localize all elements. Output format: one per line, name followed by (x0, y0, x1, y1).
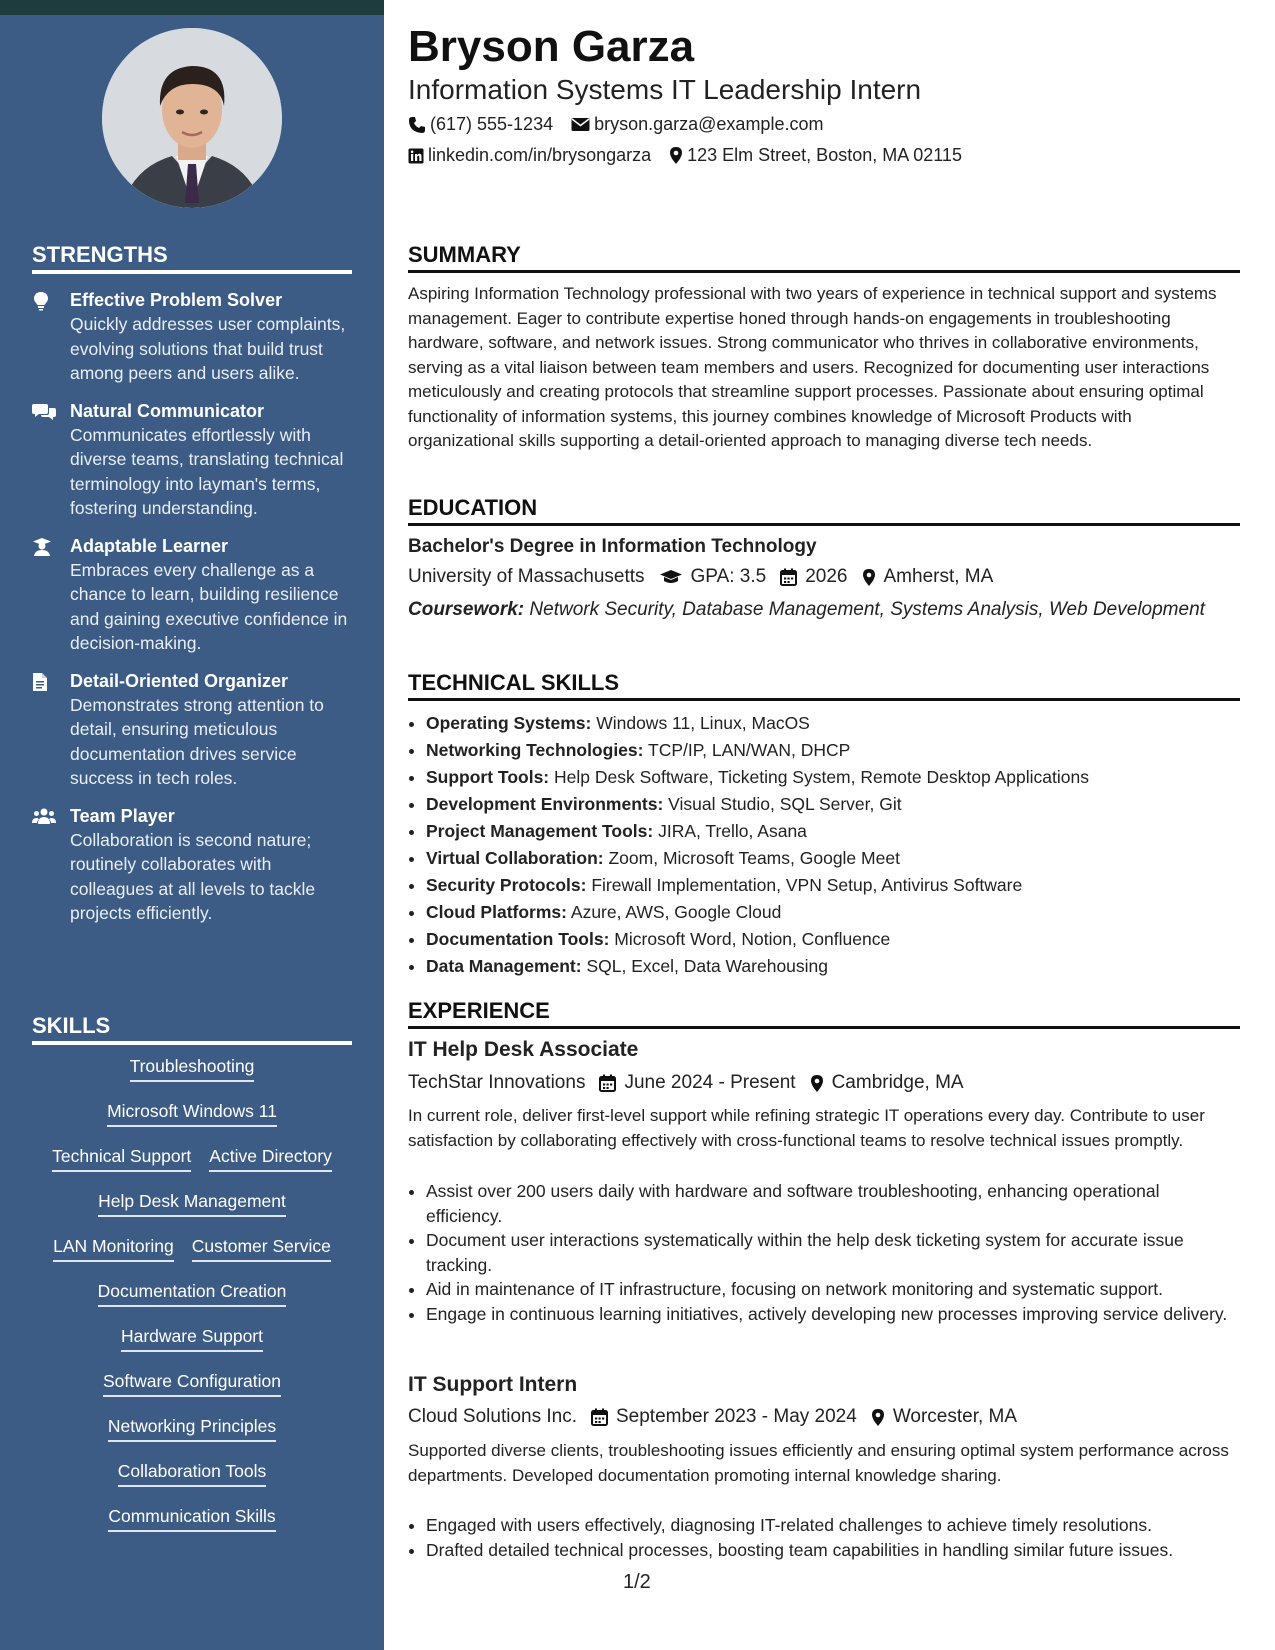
lightbulb-icon (32, 288, 70, 386)
skill-category: Cloud Platforms: (426, 902, 567, 922)
list-item: • Assist over 200 users daily with hardware and software troubleshooting, enhancing operational efficiency. (426, 1179, 1240, 1228)
strength-description: Quickly addresses user complaints, evolving solutions that build trust among peers and users alike. (70, 314, 346, 383)
candidate-name: Bryson Garza (408, 22, 695, 71)
job-title: IT Help Desk Associate (408, 1038, 639, 1061)
email-address: bryson.garza@example.com (594, 114, 824, 134)
sidebar (0, 0, 384, 1650)
address-contact (669, 145, 962, 166)
list-item (426, 791, 1240, 818)
skill-tag: Help Desk Management (98, 1189, 286, 1217)
skill-tag: Active Directory (209, 1144, 332, 1172)
skill-category: Project Management Tools: (426, 821, 654, 841)
envelope-icon (571, 117, 590, 132)
list-item (426, 818, 1240, 845)
skill-values: JIRA, Trello, Asana (658, 821, 807, 841)
year-item (780, 566, 847, 588)
strength-title: Effective Problem Solver (70, 290, 283, 310)
phone-number: (617) 555-1234 (430, 114, 554, 134)
list-item (426, 899, 1240, 926)
coursework (408, 598, 1240, 622)
coursework-label: Coursework: (408, 599, 525, 620)
list-item (426, 953, 1240, 980)
list-item: • Aid in maintenance of IT infrastructure, focusing on network monitoring and systematic support. (426, 1277, 1240, 1302)
candidate-title: Information Systems IT Leadership Intern (408, 74, 922, 105)
gpa: GPA: 3.5 (690, 566, 767, 587)
summary-text: Aspiring Information Technology professional with two years of experience in technical support and systems management. Eager to contribute expertise honed through hands-on engagements in troubleshooting hardware, software, and network issues. Strong communicator who thrives in collaborative environments, serving as a vital liaison between team members and users. Recognized for documenting user interactions meticulously and creating protocols that streamline support processes. Passionate about ensuring optimal functionality of information systems, this journey combines knowledge of Microsoft Products with organizational skills supporting a detail-oriented approach to managing diverse tech needs. (408, 284, 1217, 450)
linkedin-url: linkedin.com/in/brysongarza (428, 145, 652, 165)
strength-description: Demonstrates strong attention to detail, ensuring meticulous documentation drives service success in tech roles. (70, 694, 324, 788)
chat-bubbles-icon (32, 399, 70, 521)
education-meta (408, 566, 1007, 588)
skill-tag: Hardware Support (121, 1324, 263, 1352)
skill-category: Development Environments: (426, 794, 664, 814)
company-name: TechStar Innovations (408, 1072, 586, 1093)
skill-tag: Troubleshooting (130, 1054, 255, 1082)
skill-category: Security Protocols: (426, 875, 587, 895)
strength-description: Communicates effortlessly with diverse teams, translating technical terminology into layman's terms, fostering understanding. (70, 424, 344, 518)
school-location: Amherst, MA (883, 566, 994, 587)
job-summary: Supported diverse clients, troubleshooting issues efficiently and ensuring optimal system performance across departments. Developed documentation promoting internal knowledge sharing. (408, 1441, 1229, 1485)
coursework-list: Network Security, Database Management, Systems Analysis, Web Development (529, 599, 1205, 620)
skill-category: Data Management: (426, 956, 582, 976)
job-summary: In current role, deliver first-level support while refining strategic IT operations every day. Contribute to user satisfaction by collaborating effectively with cross-functional teams to resolve technical issues promptly. (408, 1106, 1205, 1150)
skill-tag: Collaboration Tools (118, 1459, 267, 1487)
list-item: • Engage in continuous learning initiatives, actively developing new processes improving service delivery. (426, 1302, 1240, 1327)
strength-title: Team Player (70, 805, 175, 826)
job-dates: September 2023 - May 2024 (616, 1406, 857, 1427)
skill-values: SQL, Excel, Data Warehousing (586, 956, 829, 976)
linkedin-contact[interactable] (408, 145, 651, 166)
address: 123 Elm Street, Boston, MA 02115 (687, 145, 962, 165)
skill-tag: Networking Principles (108, 1414, 276, 1442)
profile-photo (102, 28, 282, 208)
skill-category: Networking Technologies: (426, 740, 644, 760)
education-heading: EDUCATION (408, 495, 1240, 526)
map-pin-icon (810, 1074, 824, 1093)
calendar-icon (599, 1074, 616, 1092)
job-bullets (408, 1179, 1240, 1326)
list-item (426, 764, 1240, 791)
skill-tag: Technical Support (52, 1144, 191, 1172)
skill-values: Help Desk Software, Ticketing System, Remote Desktop Applications (554, 767, 1089, 787)
strength-description: Collaboration is second nature; routinely collaborates with colleagues at all levels to tackle projects efficiently. (70, 829, 316, 923)
strength-item (32, 534, 352, 656)
location-item (810, 1072, 964, 1094)
contact-row (408, 114, 841, 135)
skill-tag: Microsoft Windows 11 (107, 1099, 277, 1127)
graduation-cap-icon (659, 569, 683, 585)
strength-title: Natural Communicator (70, 400, 265, 421)
job-meta (408, 1406, 1031, 1428)
linkedin-icon (408, 148, 424, 164)
list-item (426, 926, 1240, 953)
job-dates: June 2024 - Present (624, 1072, 796, 1093)
skill-values: Firewall Implementation, VPN Setup, Antivirus Software (591, 875, 1023, 895)
skill-category: Virtual Collaboration: (426, 848, 604, 868)
sidebar-top-bar (0, 0, 384, 15)
avatar (102, 28, 282, 208)
job-location: Worcester, MA (892, 1406, 1018, 1427)
strengths-list (32, 288, 352, 939)
skill-values: Windows 11, Linux, MacOS (596, 713, 810, 733)
list-item: • Engaged with users effectively, diagnosing IT-related challenges to achieve timely resolutions. (426, 1513, 1240, 1538)
strengths-heading: STRENGTHS (32, 242, 352, 274)
skill-category: Support Tools: (426, 767, 550, 787)
job-title: IT Support Intern (408, 1373, 578, 1396)
skills-list (32, 1054, 352, 1549)
location-item (862, 566, 994, 588)
job-meta (408, 1072, 978, 1094)
list-item (426, 737, 1240, 764)
technical-skills-heading: TECHNICAL SKILLS (408, 670, 1240, 701)
skill-tag: Communication Skills (108, 1504, 275, 1532)
dates-item (599, 1072, 795, 1094)
list-item (426, 710, 1240, 737)
document-icon (32, 669, 70, 791)
strength-item (32, 804, 352, 926)
degree-title: Bachelor's Degree in Information Technology (408, 536, 817, 557)
phone-icon (408, 116, 426, 134)
list-item (426, 845, 1240, 872)
skill-values: Visual Studio, SQL Server, Git (668, 794, 902, 814)
strength-title: Detail-Oriented Organizer (70, 670, 289, 691)
dates-item (591, 1406, 857, 1428)
gpa-item (659, 566, 767, 588)
map-pin-icon (862, 568, 876, 587)
calendar-icon (780, 568, 797, 586)
strength-description: Embraces every challenge as a chance to learn, building resilience and gaining executive confidence in decision-making. (70, 559, 348, 653)
skill-tag: Documentation Creation (98, 1279, 287, 1307)
strength-item (32, 669, 352, 791)
skill-values: Azure, AWS, Google Cloud (570, 902, 782, 922)
contact-row-2 (408, 145, 980, 166)
strength-title: Adaptable Learner (70, 535, 229, 556)
school-name: University of Massachusetts (408, 566, 645, 587)
graduation-year: 2026 (805, 566, 848, 587)
list-item: • Document user interactions systematically within the help desk ticketing system for accurate issue tracking. (426, 1228, 1240, 1277)
page-number: 1/2 (623, 1571, 651, 1593)
job-bullets (408, 1513, 1240, 1562)
skill-values: TCP/IP, LAN/WAN, DHCP (648, 740, 851, 760)
location-item (871, 1406, 1017, 1428)
team-icon (32, 804, 70, 926)
skill-tag: Software Configuration (103, 1369, 281, 1397)
skill-category: Operating Systems: (426, 713, 592, 733)
graduate-icon (32, 534, 70, 656)
map-pin-icon (871, 1408, 885, 1427)
skills-heading: SKILLS (32, 1013, 352, 1045)
experience-heading: EXPERIENCE (408, 998, 1240, 1029)
map-pin-icon (669, 146, 683, 165)
skill-values: Microsoft Word, Notion, Confluence (614, 929, 891, 949)
phone-contact[interactable] (408, 114, 553, 135)
calendar-icon (591, 1408, 608, 1426)
skill-category: Documentation Tools: (426, 929, 610, 949)
list-item (426, 872, 1240, 899)
strength-item (32, 288, 352, 386)
strength-item (32, 399, 352, 521)
job-location: Cambridge, MA (831, 1072, 964, 1093)
skill-values: Zoom, Microsoft Teams, Google Meet (608, 848, 900, 868)
technical-skills-list (408, 710, 1240, 980)
email-contact[interactable] (571, 114, 823, 135)
list-item: • Drafted detailed technical processes, boosting team capabilities in handling similar future issues. (426, 1538, 1240, 1563)
skill-tag: LAN Monitoring (53, 1234, 174, 1262)
summary-heading: SUMMARY (408, 242, 1240, 273)
company-name: Cloud Solutions Inc. (408, 1406, 577, 1427)
skill-tag: Customer Service (192, 1234, 331, 1262)
